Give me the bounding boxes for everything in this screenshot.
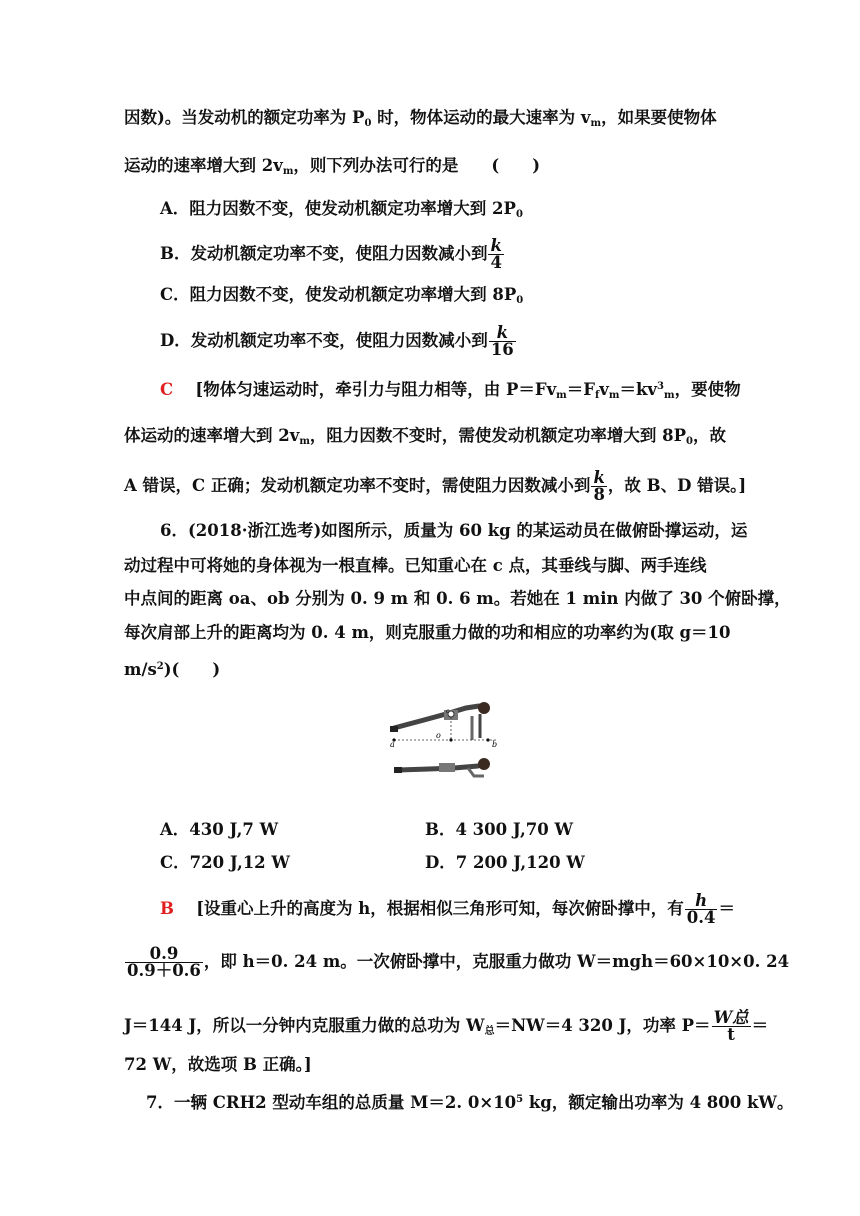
q5-stem-line2: 运动的速率增大到 $2v_m$，则下列办法可行的是 ( ) xyxy=(124,156,541,177)
q6-option-c: C．720 J,12 W xyxy=(160,853,290,872)
fraction-h-0.4: $\frac{h}{0.4}$ xyxy=(686,891,716,927)
q6-answer-letter: B xyxy=(160,899,174,918)
q6-option-a: A．430 J,7 W xyxy=(160,820,279,839)
head-icon xyxy=(478,702,490,714)
q6-option-d: D．7 200 J,120 W xyxy=(425,853,585,872)
q5-option-a: A．阻力因数不变，使发动机额定功率增大到 $2P_0$ xyxy=(160,199,523,220)
q5-option-d: D．发动机额定功率不变，使阻力因数减小到 $\frac{k}{16}$ xyxy=(160,323,514,359)
q6-stem-line3: 中点间的距离 oa、ob 分别为 0. 9 m 和 0. 6 m。若她在 1 min 内做了 30 个俯卧撑， xyxy=(124,589,791,608)
head-icon xyxy=(478,758,490,770)
fraction-0.9-1.5: $\frac{0.9}{0.9+0.6}$ xyxy=(127,944,201,980)
q6-answer-line1: B [设重心上升的高度为 h，根据相似三角形可知，每次俯卧撑中，有 $\frac{h}{0.4}$ ＝ xyxy=(160,891,735,927)
q5-answer-line2: 体运动的速率增大到 $2v_m$，阻力因数不变时，需使发动机额定功率增大到 $8P_0$，故 xyxy=(124,426,727,447)
q5-stem-line1: 因数)。当发动机的额定功率为 $P_0$ 时，物体运动的最大速率为 $v_m$，如果要使物体 xyxy=(124,108,717,129)
q6-stem-line1: 6．(2018·浙江选考)如图所示，质量为 60 kg 的某运动员在做俯卧撑运动，运 xyxy=(160,521,748,540)
q6-stem-line4: 每次肩部上升的距离均为 0. 4 m，则克服重力做的功和相应的功率约为(取 g＝10 xyxy=(124,623,731,642)
pushup-figure xyxy=(384,700,506,806)
label-a: a xyxy=(390,740,395,749)
q5-answer-letter: C xyxy=(160,380,174,399)
q5-option-c: C．阻力因数不变，使发动机额定功率增大到 $8P_0$ xyxy=(160,285,524,306)
fraction-k-8: $\frac{k}{8}$ xyxy=(593,468,605,504)
q6-stem-line2: 动过程中可将她的身体视为一根直棒。已知重心在 c 点，其垂线与脚、两手连线 xyxy=(124,556,707,575)
label-o: o xyxy=(436,731,441,740)
q7-stem-line1: 7．一辆 CRH2 型动车组的总质量 M＝2. $0\times 10^5$ kg，额定输出功率为 4 800 kW。 xyxy=(146,1093,794,1112)
fraction-w-t: $\frac{\text{W总}}{t}$ xyxy=(713,1008,749,1044)
q6-stem-line5: $m/s^2$)( ) xyxy=(124,660,221,679)
q6-answer-line3: J＝144 J，所以一分钟内克服重力做的总功为 $W_总=NW=4$ 320 J，功率 P＝ $\frac{\text{W总}}{t}$ ＝ xyxy=(124,1008,769,1044)
q6-answer-line2: $\frac{0.9}{0.9+0.6}$ ，即 h＝0. 24 m。一次俯卧撑中，克服重力做功 W＝mgh＝60×10×0. 24 xyxy=(127,944,790,980)
q6-option-b: B．4 300 J,70 W xyxy=(425,820,573,839)
q5-answer-line1: C [物体匀速运动时，牵引力与阻力相等，由 $P=Fv_m=F_fv_m=kv^3_m$，要使物 xyxy=(160,380,741,401)
label-c: c xyxy=(446,708,450,715)
q5-option-b: B．发动机额定功率不变，使阻力因数减小到 $\frac{k}{4}$ xyxy=(160,236,502,272)
q6-answer-line4: 72 W，故选项 B 正确。] xyxy=(124,1055,312,1074)
pushup-illustration xyxy=(384,700,506,806)
fraction-k-4: $\frac{k}{4}$ xyxy=(490,236,502,272)
lower-pose xyxy=(394,758,490,776)
fraction-k-16: $\frac{k}{16}$ xyxy=(490,323,514,359)
label-b: b xyxy=(492,740,498,749)
q5-answer-line3: A 错误，C 正确；发动机额定功率不变时，需使阻力因数减小到 $\frac{k}{8}$ ，故 B、D 错误。] xyxy=(124,468,747,504)
